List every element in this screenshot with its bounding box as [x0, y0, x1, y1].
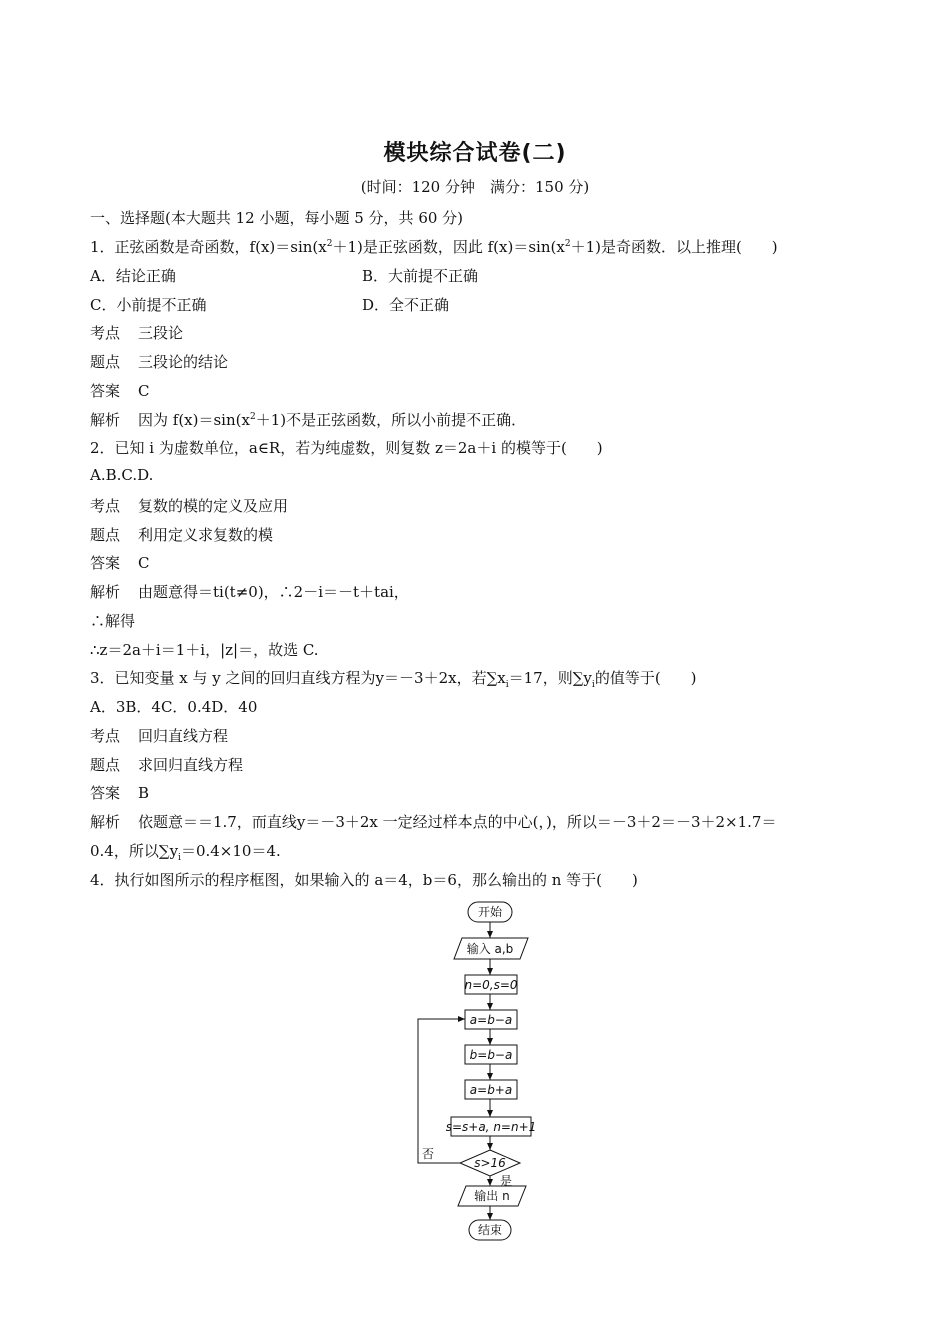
flow-init-label: n=0,s=0 [464, 978, 518, 992]
flow-step1-label: a=b−a [469, 1013, 513, 1027]
flow-step2-label: b=b−a [469, 1048, 513, 1062]
question-3-kaodian: 考点 回归直线方程 [90, 727, 229, 745]
question-3-stem: 3．已知变量 x 与 y 之间的回归直线方程为y＝－3＋2x，若$\sum x_i=17$，则$\sum y_i$的值等于( ) [90, 669, 697, 690]
exam-info: (时间：120 分钟 满分：150 分) [360, 178, 590, 196]
question-1-option-b: B．大前提不正确 [362, 267, 479, 285]
question-1-answer: 答案 C [90, 382, 150, 400]
question-1-stem: 1．正弦函数是奇函数，$f(x)=\sin(x^2+1)$是正弦函数，因此 $f(x)=\sin(x^2+1)$是奇函数．以上推理( ) [90, 238, 778, 256]
question-3-analysis: 解析 依题意＝＝1.7，而直线y＝－3＋2x 一定经过样本点的中心(，)，所以＝－3＋2＝－3＋2×1.7＝ [90, 813, 777, 831]
flow-step4-label: s=s+a, n=n+1 [445, 1120, 537, 1134]
question-2-stem: 2．已知 i 为虚数单位，a∈R，若为纯虚数，则复数 z＝2a＋i 的模等于( ) [90, 439, 603, 457]
question-2-analysis: 解析 由题意得＝ti(t≠0)，∴2－i＝－t＋tai， [90, 583, 409, 601]
question-3-tidian: 题点 求回归直线方程 [90, 756, 244, 774]
question-2-answer: 答案 C [90, 554, 150, 572]
question-1-option-c: C．小前提不正确 [90, 296, 207, 314]
question-2-analysis-line3: ∴z＝2a＋i＝1＋i，|z|＝，故选 C. [90, 641, 319, 659]
question-1-analysis: 解析 因为 $f(x)=\sin(x^2+1)$不是正弦函数，所以小前提不正确． [90, 411, 527, 429]
question-2-options: A.B.C.D. [90, 466, 154, 484]
section-heading: 一、选择题(本大题共 12 小题，每小题 5 分，共 60 分) [90, 209, 464, 227]
question-3-options: A．3B．4C．0.4D．40 [90, 698, 258, 716]
question-3-answer: 答案 B [90, 784, 150, 802]
flow-no-label: 否 [422, 1147, 435, 1161]
question-4-stem: 4．执行如图所示的程序框图，如果输入的 a＝4，b＝6，那么输出的 n 等于( ) [90, 871, 638, 889]
flow-start-label: 开始 [477, 905, 503, 919]
flow-output-label: 输出 n [474, 1189, 510, 1203]
flow-yes-label: 是 [500, 1174, 513, 1188]
question-1-option-a: A．结论正确 [90, 267, 176, 285]
question-1-tidian: 题点 三段论的结论 [90, 353, 229, 371]
page-title: 模块综合试卷(二) [383, 141, 567, 166]
question-2-analysis-line2: ∴解得 [90, 612, 136, 630]
flow-decision-label: s>16 [474, 1156, 506, 1170]
question-2-tidian: 题点 利用定义求复数的模 [90, 526, 274, 544]
program-flowchart [400, 898, 560, 1244]
flow-input-label: 输入 a,b [466, 942, 514, 956]
question-1-option-d: D．全不正确 [362, 296, 450, 314]
question-3-analysis-cont: 0.4，所以$\sum y_i=0.4\times 10=4$. [90, 842, 281, 863]
question-1-kaodian: 考点 三段论 [90, 324, 184, 342]
flow-end-label: 结束 [477, 1223, 503, 1237]
flow-step3-label: a=b+a [469, 1083, 513, 1097]
question-2-kaodian: 考点 复数的模的定义及应用 [90, 497, 289, 515]
